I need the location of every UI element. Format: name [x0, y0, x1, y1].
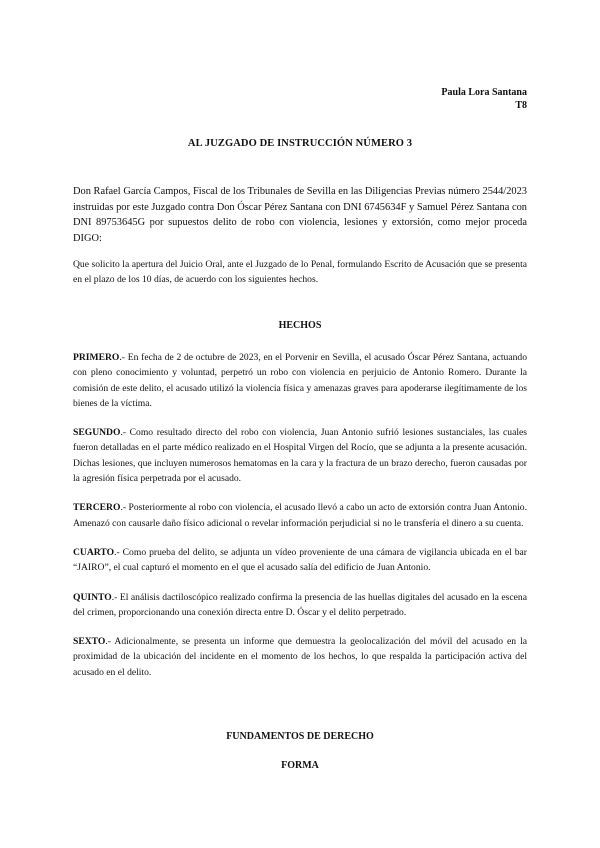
fact-sexto: [73, 634, 527, 680]
hechos-heading: HECHOS: [278, 319, 322, 331]
addressee-heading: AL JUZGADO DE INSTRUCCIÓN NÚMERO 3: [187, 138, 413, 149]
fact-primero: [73, 350, 527, 411]
intro-paragraph: Don Rafael García Campos, Fiscal de los Tribunales de Sevilla en las Diligencias Previas número 2544/2023 instruidas por este Juzgado contra Don Óscar Pérez Santana con DNI 6745634F y Samuel Pérez Santana con DNI 89753645G por supuestos delito de robo con violencia, lesiones y extorsión, como mejor proceda DIGO:: [73, 186, 527, 244]
fact-label: PRIMERO: [73, 351, 120, 363]
fundamentos-heading: FUNDAMENTOS DE DERECHO: [226, 731, 374, 743]
fact-text: .- Como resultado directo del robo con violencia, Juan Antonio sufrió lesiones sustanciales, las cuales fueron detalladas en el parte médico realizado en el Hospital Virgen del Rocío, que se adjunta a la presente acusación. Dichas lesiones, que incluyen numerosos hematomas en la cara y la fractura de un brazo derecho, fueron causadas por la agresión física perpetrada por el acusado.: [73, 427, 527, 485]
facts-list: [73, 350, 527, 680]
fact-label: SEXTO: [73, 636, 106, 648]
author-block: [73, 86, 527, 112]
request-paragraph: Que solicito la apertura del Juicio Oral, ante el Juzgado de lo Penal, formulando Escrito de Acusación que se presenta en el plazo de los 10 días, de acuerdo con los siguientes hechos.: [73, 258, 527, 286]
fact-text: .- Como prueba del delito, se adjunta un vídeo proveniente de una cámara de vigilancia ubicada en el bar “JAIRO”, el cual capturó el momento en el que el acusado salía del edificio de Juan Antonio.: [73, 546, 527, 574]
author-code: T8: [515, 100, 527, 111]
fact-tercero: [73, 500, 527, 531]
fact-quinto: [73, 590, 527, 621]
fact-text: .- Posteriormente al robo con violencia, el acusado llevó a cabo un acto de extorsión contra Juan Antonio. Amenazó con causarle daño físico adicional o revelar información perjudicial si no le transfería el dinero a su cuenta.: [73, 502, 527, 529]
fact-label: CUARTO: [73, 546, 115, 558]
fact-label: SEGUNDO: [73, 427, 121, 439]
author-name: Paula Lora Santana: [441, 87, 527, 98]
fact-text: .- El análisis dactiloscópico realizado confirma la presencia de las huellas digitales del acusado en la escena del crimen, proporcionando una conexión directa entre D. Óscar y el delito perpetrado.: [73, 591, 527, 618]
fact-cuarto: [73, 545, 527, 576]
fact-label: TERCERO: [73, 502, 121, 514]
forma-heading: FORMA: [281, 760, 319, 772]
fact-text: .- Adicionalmente, se presenta un informe que demuestra la geolocalización del móvil del acusado en la proximidad de la ubicación del incidente en el momento de los hechos, lo que respalda la participación activa del acusado en el delito.: [73, 636, 527, 678]
fact-segundo: [73, 425, 527, 486]
fact-text: .- En fecha de 2 de octubre de 2023, en el Porvenir en Sevilla, el acusado Óscar Pérez Santana, actuando con pleno conocimiento y voluntad, perpetró un robo con violencia en perjuicio de Antonio Romero. Durante la comisión de este delito, el acusado utilizó la violencia física y amenazas graves para apoderarse ilegítimamente de los bienes de la víctima.: [73, 351, 527, 409]
fact-label: QUINTO: [73, 591, 112, 603]
